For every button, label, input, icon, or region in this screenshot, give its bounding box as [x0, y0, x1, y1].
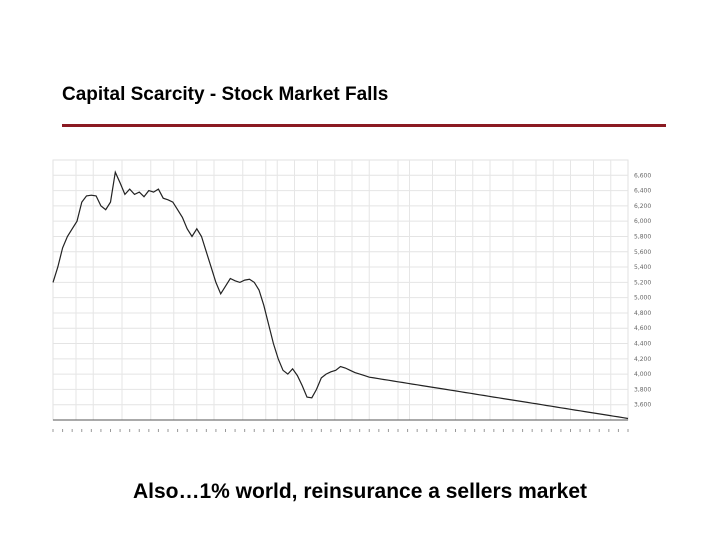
y-tick-label: 5,200: [634, 279, 652, 287]
y-tick-label: 4,800: [634, 309, 652, 317]
y-tick-label: 5,600: [634, 248, 652, 256]
plot-frame: [53, 160, 628, 420]
y-tick-label: 4,000: [634, 371, 652, 379]
y-tick-label: 5,000: [634, 294, 652, 302]
y-tick-label: 5,800: [634, 233, 652, 241]
y-tick-label: 4,600: [634, 325, 652, 333]
y-tick-label: 6,400: [634, 187, 652, 195]
y-tick-label: 6,600: [634, 172, 652, 180]
y-tick-label: 3,800: [634, 386, 652, 394]
y-tick-label: 3,600: [634, 401, 652, 409]
y-tick-label: 6,000: [634, 218, 652, 226]
y-tick-label: 4,200: [634, 355, 652, 363]
slide-title: Capital Scarcity - Stock Market Falls: [62, 84, 389, 105]
y-tick-label: 6,200: [634, 202, 652, 210]
y-tick-label: 5,400: [634, 264, 652, 272]
series-line: [53, 172, 628, 418]
slide-footer: Also…1% world, reinsurance a sellers market: [132, 480, 588, 503]
y-tick-label: 4,400: [634, 340, 652, 348]
